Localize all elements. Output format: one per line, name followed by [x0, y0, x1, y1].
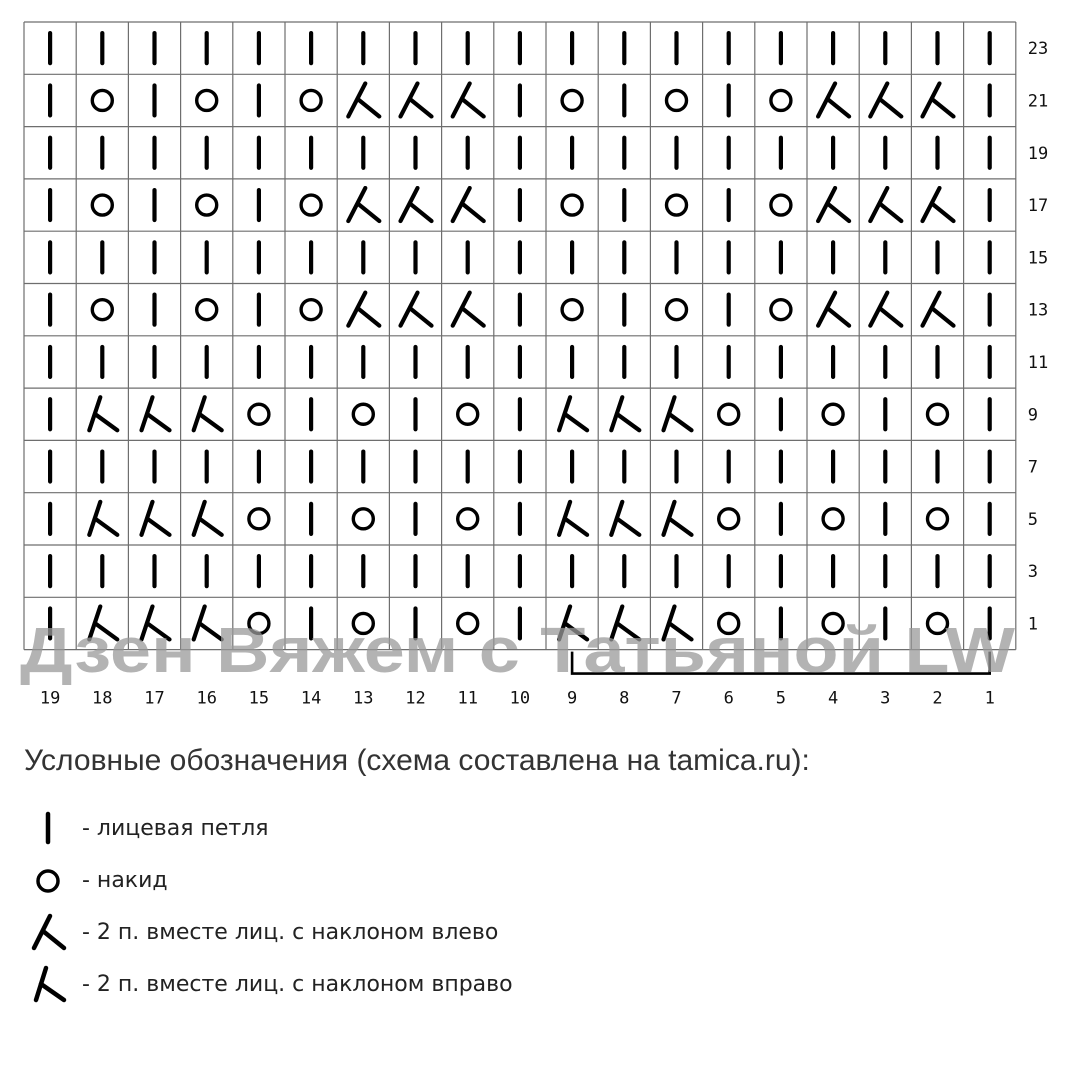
row-number-label: 17 [1027, 196, 1049, 217]
legend-label-k2tog-right: - 2 п. вместе лиц. с наклоном вправо [82, 971, 513, 997]
row-number-label: 7 [1027, 457, 1039, 478]
yarn-over-cell [458, 509, 478, 529]
yarn-over-cell [353, 509, 373, 529]
column-number-label: 11 [457, 688, 478, 709]
knit-stitch-icon [24, 808, 72, 848]
column-number-label: 9 [566, 688, 578, 709]
column-number-label: 15 [248, 688, 270, 709]
k2tog-left-cell [870, 188, 901, 221]
column-number-label: 14 [300, 688, 322, 709]
k2tog-left-cell [870, 293, 901, 326]
k2tog-left-icon [24, 912, 72, 952]
yarn-over-cell [562, 300, 582, 320]
row-number-label: 5 [1027, 509, 1039, 530]
yarn-over-cell [928, 404, 948, 424]
legend-label-knit: - лицевая петля [82, 815, 269, 841]
column-number-label: 13 [353, 688, 374, 709]
yarn-over-cell [458, 404, 478, 424]
column-number-label: 12 [405, 688, 426, 709]
yarn-over-cell [249, 404, 269, 424]
yarn-over-cell [667, 300, 687, 320]
k2tog-left-cell [348, 188, 379, 221]
column-number-label: 18 [92, 688, 113, 709]
yarn-over-cell [719, 404, 739, 424]
yarn-over-cell [92, 195, 112, 215]
k2tog-right-cell [559, 397, 587, 430]
legend-label-k2tog-left: - 2 п. вместе лиц. с наклоном влево [82, 919, 499, 945]
column-number-label: 1 [984, 688, 995, 709]
column-number-label: 6 [723, 688, 734, 709]
row-number-label: 1 [1027, 614, 1039, 635]
k2tog-left-cell [453, 293, 484, 326]
k2tog-right-cell [142, 397, 170, 430]
yarn-over-cell [92, 90, 112, 110]
k2tog-left-cell [818, 293, 849, 326]
column-number-label: 17 [144, 688, 165, 709]
column-number-label: 10 [509, 688, 531, 709]
yarn-over-cell [197, 300, 217, 320]
legend-item-yarn-over [24, 860, 168, 900]
k2tog-left-cell [453, 188, 484, 221]
legend-item-k2tog-left [24, 912, 498, 952]
yarn-over-cell [823, 404, 843, 424]
column-number-label: 16 [196, 688, 217, 709]
k2tog-right-cell [611, 502, 639, 535]
k2tog-left-cell [401, 83, 432, 116]
row-number-label: 21 [1027, 91, 1049, 112]
yarn-over-cell [823, 509, 843, 529]
k2tog-left-cell [348, 293, 379, 326]
k2tog-right-cell [194, 502, 222, 535]
k2tog-left-cell [401, 293, 432, 326]
yarn-over-cell [771, 90, 791, 110]
k2tog-left-cell [923, 188, 954, 221]
column-number-label: 8 [619, 688, 630, 709]
yarn-over-cell [771, 195, 791, 215]
k2tog-right-cell [611, 397, 639, 430]
watermark-text: Дзен Вяжем с Татьяной LW [20, 614, 1016, 686]
column-number-label: 5 [775, 688, 787, 709]
k2tog-left-cell [818, 188, 849, 221]
yarn-over-cell [249, 509, 269, 529]
k2tog-left-cell [453, 83, 484, 116]
k2tog-left-cell [923, 293, 954, 326]
k2tog-right-cell [194, 397, 222, 430]
yarn-over-cell [301, 195, 321, 215]
k2tog-right-cell [664, 502, 692, 535]
column-number-label: 19 [39, 688, 61, 709]
k2tog-left-cell [348, 83, 379, 116]
column-number-label: 7 [671, 688, 682, 709]
column-numbers [40, 689, 995, 709]
column-number-label: 2 [932, 688, 943, 709]
k2tog-right-cell [89, 502, 117, 535]
legend-label-yarn-over: - накид [82, 867, 168, 893]
yarn-over-cell [562, 195, 582, 215]
k2tog-right-icon [24, 964, 72, 1004]
row-number-label: 11 [1027, 352, 1049, 373]
yarn-over-cell [719, 509, 739, 529]
k2tog-left-cell [818, 83, 849, 116]
yarn-over-cell [197, 90, 217, 110]
k2tog-left-cell [870, 83, 901, 116]
legend-item-k2tog-right [24, 964, 513, 1004]
k2tog-left-cell [401, 188, 432, 221]
yarn-over-cell [771, 300, 791, 320]
yarn-over-cell [92, 300, 112, 320]
row-number-label: 15 [1027, 248, 1049, 269]
k2tog-right-cell [559, 502, 587, 535]
yarn-over-cell [928, 509, 948, 529]
column-number-label: 4 [827, 688, 839, 709]
k2tog-right-cell [89, 397, 117, 430]
yarn-over-cell [562, 90, 582, 110]
yarn-over-cell [301, 90, 321, 110]
yarn-over-cell [301, 300, 321, 320]
column-number-label: 3 [880, 688, 891, 709]
yarn-over-cell [667, 195, 687, 215]
row-number-label: 23 [1027, 39, 1049, 60]
k2tog-left-cell [923, 83, 954, 116]
legend-title: Условные обозначения (схема составлена на tamica.ru): [24, 744, 810, 777]
yarn-over-icon [24, 860, 72, 900]
yarn-over-cell [667, 90, 687, 110]
row-number-label: 9 [1027, 405, 1039, 426]
yarn-over-cell [353, 404, 373, 424]
row-number-label: 13 [1027, 300, 1049, 321]
k2tog-right-cell [664, 397, 692, 430]
row-number-label: 3 [1027, 562, 1039, 583]
k2tog-right-cell [142, 502, 170, 535]
row-number-label: 19 [1027, 143, 1049, 164]
row-numbers [1028, 39, 1048, 634]
yarn-over-cell [197, 195, 217, 215]
legend-item-knit [24, 808, 269, 848]
